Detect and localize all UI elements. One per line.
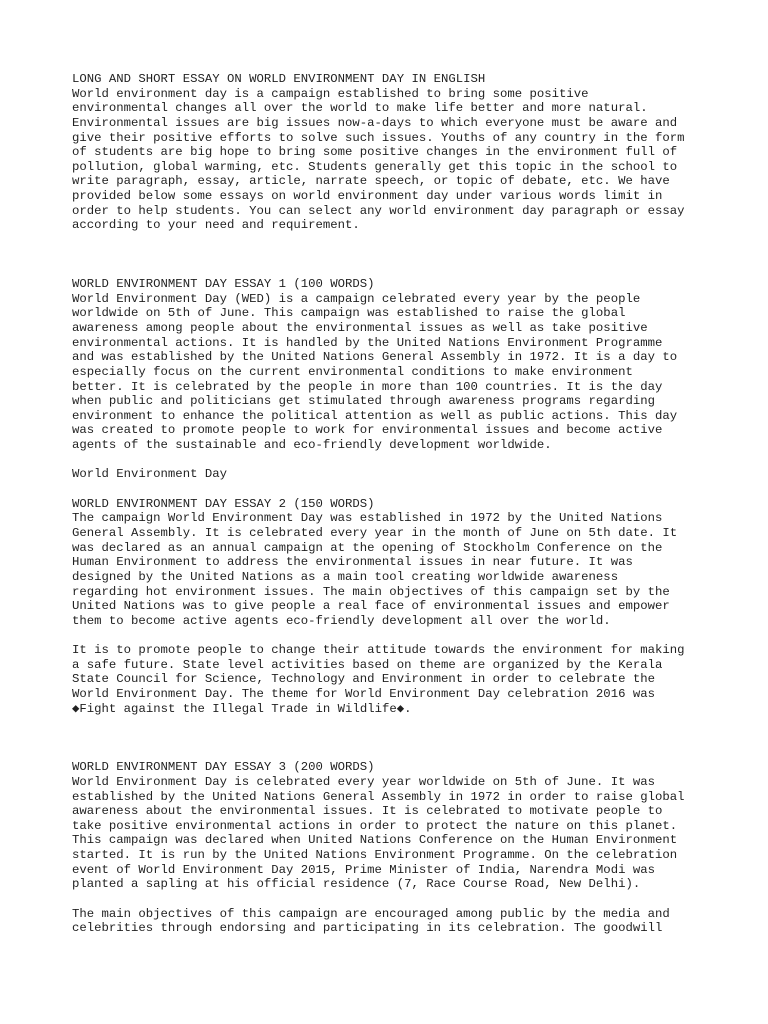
- text-line: according to your need and requirement.: [72, 218, 360, 233]
- document-page: [72, 72, 732, 936]
- spacer: [72, 628, 732, 643]
- text-line: event of World Environment Day 2015, Prime Minister of India, Narendra Modi was: [72, 862, 655, 877]
- text-line: State Council for Science, Technology and Environment in order to celebrate the: [72, 672, 655, 687]
- text-line: World environment day is a campaign established to bring some positive: [72, 86, 589, 101]
- text-line: especially focus on the current environmental conditions to make environment: [72, 364, 633, 379]
- text-line: regarding hot environment issues. The main objectives of this campaign set by the: [72, 584, 670, 599]
- text-line: order to help students. You can select any world environment day paragraph or essay: [72, 203, 685, 218]
- text-line: United Nations was to give people a real face of environmental issues and empower: [72, 599, 670, 614]
- text-line: It is to promote people to change their attitude towards the environment for making: [72, 643, 685, 658]
- intro-paragraph: [72, 87, 732, 233]
- text-line: them to become active agents eco-friendly development all over the world.: [72, 613, 611, 628]
- text-line: agents of the sustainable and eco-friendly development worldwide.: [72, 438, 552, 453]
- essay2-paragraph-1: [72, 511, 732, 628]
- text-line: pollution, global warming, etc. Students generally get this topic in the school to: [72, 159, 678, 174]
- essay1-paragraph: [72, 292, 732, 453]
- text-line: give their positive efforts to solve such issues. Youths of any country in the form: [72, 130, 685, 145]
- text-line: write paragraph, essay, article, narrate speech, or topic of debate, etc. We have: [72, 174, 670, 189]
- text-line: started. It is run by the United Nations Environment Programme. On the celebration: [72, 848, 678, 863]
- text-line: awareness about the environmental issues. It is celebrated to motivate people to: [72, 804, 663, 819]
- text-line: take positive environmental actions in order to protect the nature on this planet.: [72, 818, 678, 833]
- intro-heading: LONG AND SHORT ESSAY ON WORLD ENVIRONMENT DAY IN ENGLISH: [72, 72, 486, 86]
- text-line: The main objectives of this campaign are encouraged among public by the media and: [72, 906, 670, 921]
- text-line: planted a sapling at his official residence (7, Race Course Road, New Delhi).: [72, 877, 641, 892]
- text-line: Environmental issues are big issues now-a-days to which everyone must be aware and: [72, 115, 678, 130]
- text-line: ◆Fight against the Illegal Trade in Wildlife◆.: [72, 701, 412, 716]
- essay2-heading: WORLD ENVIRONMENT DAY ESSAY 2 (150 WORDS): [72, 496, 375, 511]
- text-line: World Environment Day is celebrated every year worldwide on 5th of June. It was: [72, 774, 655, 789]
- text-line: environmental actions. It is handled by the United Nations Environment Programme: [72, 335, 663, 350]
- text-line: a safe future. State level activities based on theme are organized by the Kerala: [72, 657, 663, 672]
- essay3-paragraph-1: [72, 775, 732, 892]
- essay1-heading: WORLD ENVIRONMENT DAY ESSAY 1 (100 WORDS): [72, 277, 375, 292]
- text-line: The campaign World Environment Day was established in 1972 by the United Nations: [72, 511, 663, 526]
- text-line: designed by the United Nations as a main tool creating worldwide awareness: [72, 569, 619, 584]
- text-line: established by the United Nations General Assembly in 1972 in order to raise global: [72, 789, 685, 804]
- text-line: was created to promote people to work for environmental issues and become active: [72, 423, 663, 438]
- spacer: [72, 233, 732, 277]
- image-caption: World Environment Day: [72, 467, 227, 482]
- essay3-heading: WORLD ENVIRONMENT DAY ESSAY 3 (200 WORDS): [72, 760, 375, 775]
- text-line: celebrities through endorsing and participating in its celebration. The goodwill: [72, 921, 663, 936]
- spacer: [72, 716, 732, 760]
- essay3-paragraph-2: [72, 907, 732, 936]
- text-line: of students are big hope to bring some positive changes in the environment full of: [72, 145, 678, 160]
- text-line: World Environment Day (WED) is a campaign celebrated every year by the people: [72, 291, 641, 306]
- text-line: This campaign was declared when United Nations Conference on the Human Environment: [72, 833, 678, 848]
- spacer: [72, 453, 732, 468]
- text-line: awareness among people about the environmental issues as well as take positive: [72, 320, 648, 335]
- spacer: [72, 892, 732, 907]
- text-line: was declared as an annual campaign at the opening of Stockholm Conference on the: [72, 540, 663, 555]
- text-line: worldwide on 5th of June. This campaign was established to raise the global: [72, 306, 626, 321]
- spacer: [72, 482, 732, 497]
- text-line: provided below some essays on world environment day under various words limit in: [72, 189, 663, 204]
- text-line: better. It is celebrated by the people in more than 100 countries. It is the day: [72, 379, 663, 394]
- text-line: Human Environment to address the environmental issues in near future. It was: [72, 555, 633, 570]
- text-line: and was established by the United Nations General Assembly in 1972. It is a day to: [72, 350, 678, 365]
- text-line: when public and politicians get stimulated through awareness programs regarding: [72, 394, 655, 409]
- text-line: World Environment Day. The theme for World Environment Day celebration 2016 was: [72, 686, 655, 701]
- essay2-paragraph-2: [72, 643, 732, 716]
- text-line: environment to enhance the political attention as well as public actions. This day: [72, 408, 678, 423]
- text-line: environmental changes all over the world to make life better and more natural.: [72, 101, 648, 116]
- text-line: General Assembly. It is celebrated every year in the month of June on 5th date. It: [72, 525, 678, 540]
